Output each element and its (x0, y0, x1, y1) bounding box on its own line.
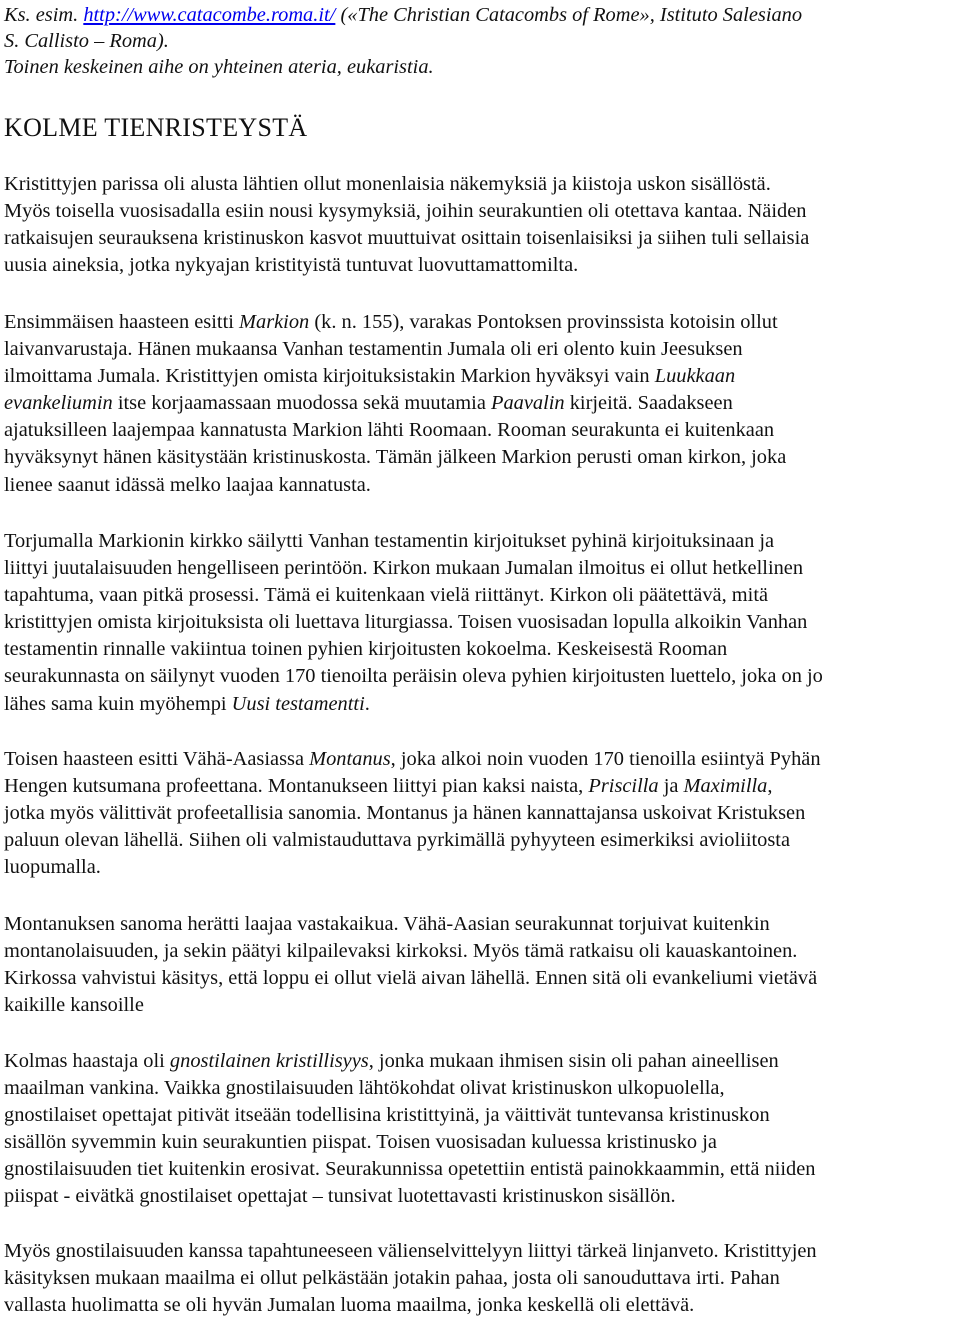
paragraph-5: Montanuksen sanoma herätti laajaa vastakaikua. Vähä-Aasian seurakunnat torjuivat kuitenkin montanolaisuuden, ja sekin päätyi kilpailevaksi kirkoksi. Myös tämä ratkaisu oli kauaskantoinen. Kirkossa vahvistui käsitys, että loppu ei ollut vielä aivan lähellä. Ennen sitä oli evankeliumi vietävä kaikille kansoille (4, 913, 818, 1017)
paragraph-1: Kristittyjen parissa oli alusta lähtien ollut monenlaisia näkemyksiä ja kiistoja uskon sisällöstä. Myös toisella vuosisadalla esiin nousi kysymyksiä, joihin seurakuntien oli otettava kantaa. Näiden ratkaisujen seurauksena kristinuskon kasvot muuttuivat osittain toisenlaisiksi ja siihen tuli sellaisia uusia aineksia, jotka nykyajan kristityistä tuntuvat luovuttamattomilta. (4, 173, 810, 277)
intro-footnote (4, 2, 956, 80)
term-gnostilainen-kristillisyys: gnostilainen kristillisyys (169, 1050, 369, 1072)
name-maximilla: Maximilla (683, 775, 768, 798)
paragraph-3: Torjumalla Markionin kirkko säilytti Vanhan testamentin kirjoitukset pyhinä kirjoituksinaan ja liittyi juutalaisuuden hengelliseen perintöön. Kirkon mukaan Jumalan ilmoitus ei ollut hetkellinen tapahtuma, vaan pitkä prosessi. Tämä ei kuitenkaan vielä riittänyt. Kirkon oli päätettävä, mitä kristittyjen omista kirjoituksista oli luettava liturgiassa. Toisen vuosisadan lopulla alkoikin Vanhan testamentin rinnalle vakiintua toinen pyhien kirjoitusten kokoelma. Keskeisestä Rooman seurakunnasta on säilynyt vuoden 170 tienoilta peräisin oleva pyhien kirjoitusten luettelo, joka on jo lähes sama kuin myöhempi Uusi testamentti. (4, 530, 823, 715)
paragraph-2: Ensimmäisen haasteen esitti Markion (k. n. 155), varakas Pontoksen provinssista kotoisin ollut laivanvarustaja. Hänen mukaansa Vanhan testamentin Jumala oli eri olento kuin Jeesuksen ilmoittama Jumala. Kristittyjen omista kirjoituksistakin Markion hyväksyi vain Luukkaan evankeliumin itse korjaamassaan muodossa sekä muutamia Paavalin kirjeitä. Saadakseen ajatuksilleen laajempaa kannatusta Markion lähti Roomaan. Rooman seurakunta ei kuitenkaan hyväksynyt hänen käsitystään kristinuskosta. Tämän jälkeen Markion perusti oman kirkon, joka lienee saanut idässä melko laajaa kannatusta. (4, 311, 787, 496)
paragraph-7: Myös gnostilaisuuden kanssa tapahtuneeseen välienselvittelyyn liittyi tärkeä linjanveto. Kristittyjen käsityksen mukaan maailma ei ollut pelkästään jotakin pahaa, josta oli sanouduttava irti. Pahan vallasta huolimatta se oli hyvän Jumalan luoma maailma, jonka keskellä oli elettävä. (4, 1240, 817, 1317)
intro-line-1: Ks. esim. http://www.catacombe.roma.it/ («The Christian Catacombs of Rome», Istituto Salesiano (4, 4, 803, 26)
catacombs-link[interactable]: http://www.catacombe.roma.it/ (83, 4, 336, 26)
term-luukkaan: Luukkaan (654, 365, 736, 388)
paragraph-6: Kolmas haastaja oli gnostilainen kristillisyys, jonka mukaan ihmisen sisin oli pahan aineellisen maailman vankina. Vaikka gnostilaisuuden lähtökohdat olivat kristinuskon ulkopuolella, gnostilaiset opettajat pitivät itseään todellisina kristittyinä, ja väittivät tuntevansa kristinuskon sisällön syvemmin kuin seurakuntien piispat. Toisen vuosisadan kuluessa kristinusko ja gnostilaisuuden tiet kuitenkin erosivat. Seurakunnissa opetettiin entistä painokkaammin, että niiden piispat - eivätkä gnostilaiset opettajat – tunsivat luotettavasti kristinuskon sisällön. (4, 1050, 816, 1208)
term-uusi-testamentti: Uusi testamentti (231, 692, 365, 715)
term-evankeliumin: evankeliumin (4, 392, 113, 415)
name-markion: Markion (239, 311, 310, 333)
intro-line-2: S. Callisto – Roma). (4, 30, 169, 52)
section-heading: KOLME TIENRISTEYSTÄ (4, 113, 308, 142)
intro-line-3: Toinen keskeinen aihe on yhteinen ateria, eukaristia. (4, 56, 434, 78)
name-priscilla: Priscilla (588, 775, 659, 798)
term-paavalin: Paavalin (490, 392, 565, 415)
paragraph-4: Toisen haasteen esitti Vähä-Aasiassa Montanus, joka alkoi noin vuoden 170 tienoilla esiintyä Pyhän Hengen kutsumana profeettana. Montanukseen liittyi pian kaksi naista, Priscilla ja Maximilla, jotka myös välittivät profeetallisia sanomia. Montanus ja hänen kannattajansa uskoivat Kristuksen paluun olevan lähellä. Siihen oli valmistauduttava pyrkimällä pyhyyteen esimerkiksi avioliitosta luopumalla. (4, 748, 821, 879)
name-montanus: Montanus (309, 748, 391, 770)
